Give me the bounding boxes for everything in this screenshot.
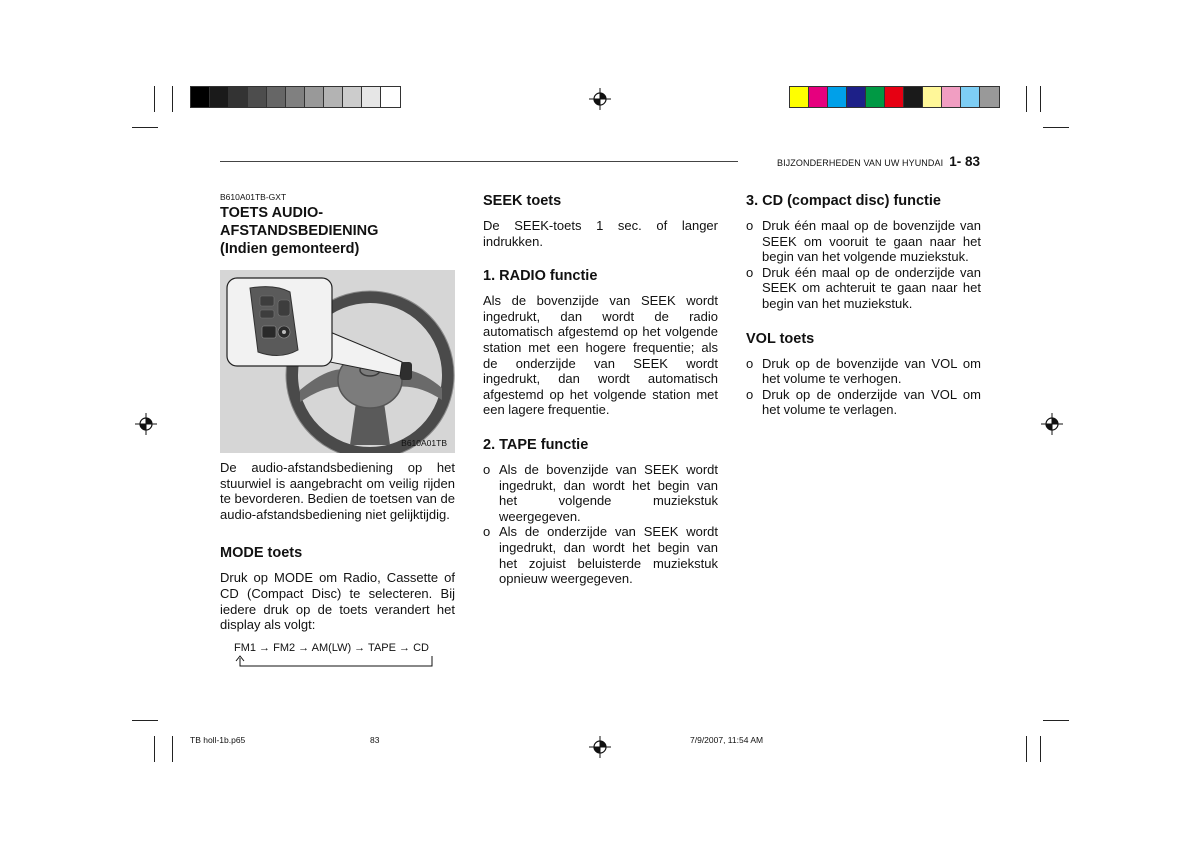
- mode-heading: MODE toets: [220, 545, 303, 562]
- running-title: BIJZONDERHEDEN VAN UW HYUNDAI: [776, 158, 944, 168]
- footer-datetime: 7/9/2007, 11:54 AM: [690, 735, 764, 745]
- header-rule: [220, 161, 738, 162]
- radio-paragraph: Als de bovenzijde van SEEK wordt ingedrukt, dan wordt de radio automatisch afgestemd op het volgende station met een hogere frequentie; als de onderzijde van SEEK wordt ingedrukt, dan wordt automatisch afgestemd op het volgende station met een lagere frequentie.: [483, 293, 718, 418]
- bullet: o: [746, 386, 754, 402]
- bullet: o: [483, 524, 491, 540]
- bullet: o: [746, 355, 754, 371]
- registration-mark-bottom: [589, 736, 611, 758]
- list-item: o Druk op de onderzijde van VOL om het volume te verlagen.: [746, 386, 981, 418]
- registration-mark-right: [1041, 413, 1063, 435]
- tape-heading: 2. TAPE functie: [483, 436, 589, 453]
- steering-wheel-illustration: [220, 270, 455, 453]
- color-swatch: [828, 87, 847, 107]
- color-swatch: [191, 87, 210, 107]
- list-item: o Druk één maal op de onderzijde van SEEK om achteruit te gaan naar het begin van het muziekstuk.: [746, 264, 981, 311]
- grayscale-calibration-bar: [190, 86, 401, 108]
- list-item: o Als de onderzijde van SEEK wordt ingedrukt, dan wordt het begin van het zojuist beluisterde muziekstuk opnieuw weergegeven.: [483, 524, 718, 587]
- section-title: [220, 204, 455, 258]
- column-1: [220, 192, 455, 633]
- seek-heading: SEEK toets: [483, 193, 562, 209]
- return-arrow-icon: [234, 655, 444, 671]
- color-swatch: [324, 87, 343, 107]
- seek-paragraph: De SEEK-toets 1 sec. of langer indrukken.: [483, 218, 718, 249]
- vol-heading: VOL toets: [746, 330, 815, 347]
- color-swatch: [381, 87, 400, 107]
- registration-mark-left: [135, 413, 157, 435]
- color-swatch: [942, 87, 961, 107]
- mode-cycle-diagram: [234, 642, 444, 672]
- steering-wheel-drawing: [220, 270, 455, 453]
- intro-paragraph: De audio-afstandsbediening op het stuurwiel is aangebracht om veilig rijden te bevorderen. Bedien de toetsen van de audio-afstandsbediening niet gelijktijdig.: [220, 460, 455, 522]
- cd-list: [746, 218, 981, 312]
- column-2: [483, 192, 718, 587]
- mode-cycle-sequence: FM1 → FM2 → AM(LW) → TAPE → CD: [234, 642, 429, 654]
- color-swatch: [885, 87, 904, 107]
- color-swatch: [923, 87, 942, 107]
- cd-heading: 3. CD (compact disc) functie: [746, 193, 941, 209]
- color-swatch: [267, 87, 286, 107]
- column-3: [746, 192, 981, 418]
- title-line: TOETS AUDIO-: [220, 205, 324, 221]
- title-line: AFSTANDSBEDIENING: [220, 223, 379, 239]
- color-swatch: [904, 87, 923, 107]
- image-code: B610A01TB: [401, 438, 447, 448]
- footer-filename: TB holl-1b.p65: [190, 735, 246, 745]
- mode-paragraph: Druk op MODE om Radio, Cassette of CD (Compact Disc) te selecteren. Bij iedere druk op de toets verandert het display als volgt:: [220, 570, 455, 633]
- list-item: o Als de bovenzijde van SEEK wordt ingedrukt, dan wordt het begin van het volgende muziekstuk weergegeven.: [483, 461, 718, 524]
- radio-heading: 1. RADIO functie: [483, 268, 598, 285]
- list-item: o Druk één maal op de bovenzijde van SEEK om vooruit te gaan naar het begin van het volgende muziekstuk.: [746, 218, 981, 265]
- color-swatch: [790, 87, 809, 107]
- bullet: o: [746, 218, 754, 233]
- color-swatch: [343, 87, 362, 107]
- title-line: (Indien gemonteerd): [220, 241, 360, 257]
- running-head: [740, 153, 980, 171]
- vol-list: [746, 356, 981, 418]
- color-swatch: [286, 87, 305, 107]
- color-swatch: [847, 87, 866, 107]
- tape-list: [483, 462, 718, 587]
- section-code: B610A01TB-GXT: [220, 192, 287, 202]
- color-swatch: [210, 87, 229, 107]
- color-calibration-bar: [789, 86, 1000, 108]
- bullet: o: [746, 264, 754, 280]
- color-swatch: [866, 87, 885, 107]
- footer-page: 83: [370, 735, 380, 745]
- color-swatch: [362, 87, 381, 107]
- color-swatch: [980, 87, 999, 107]
- color-swatch: [809, 87, 828, 107]
- registration-mark-top: [589, 88, 611, 110]
- color-swatch: [961, 87, 980, 107]
- page-number: 1- 83: [949, 154, 980, 169]
- list-item: o Druk op de bovenzijde van VOL om het volume te verhogen.: [746, 355, 981, 387]
- color-swatch: [248, 87, 267, 107]
- color-swatch: [305, 87, 324, 107]
- color-swatch: [229, 87, 248, 107]
- bullet: o: [483, 461, 491, 477]
